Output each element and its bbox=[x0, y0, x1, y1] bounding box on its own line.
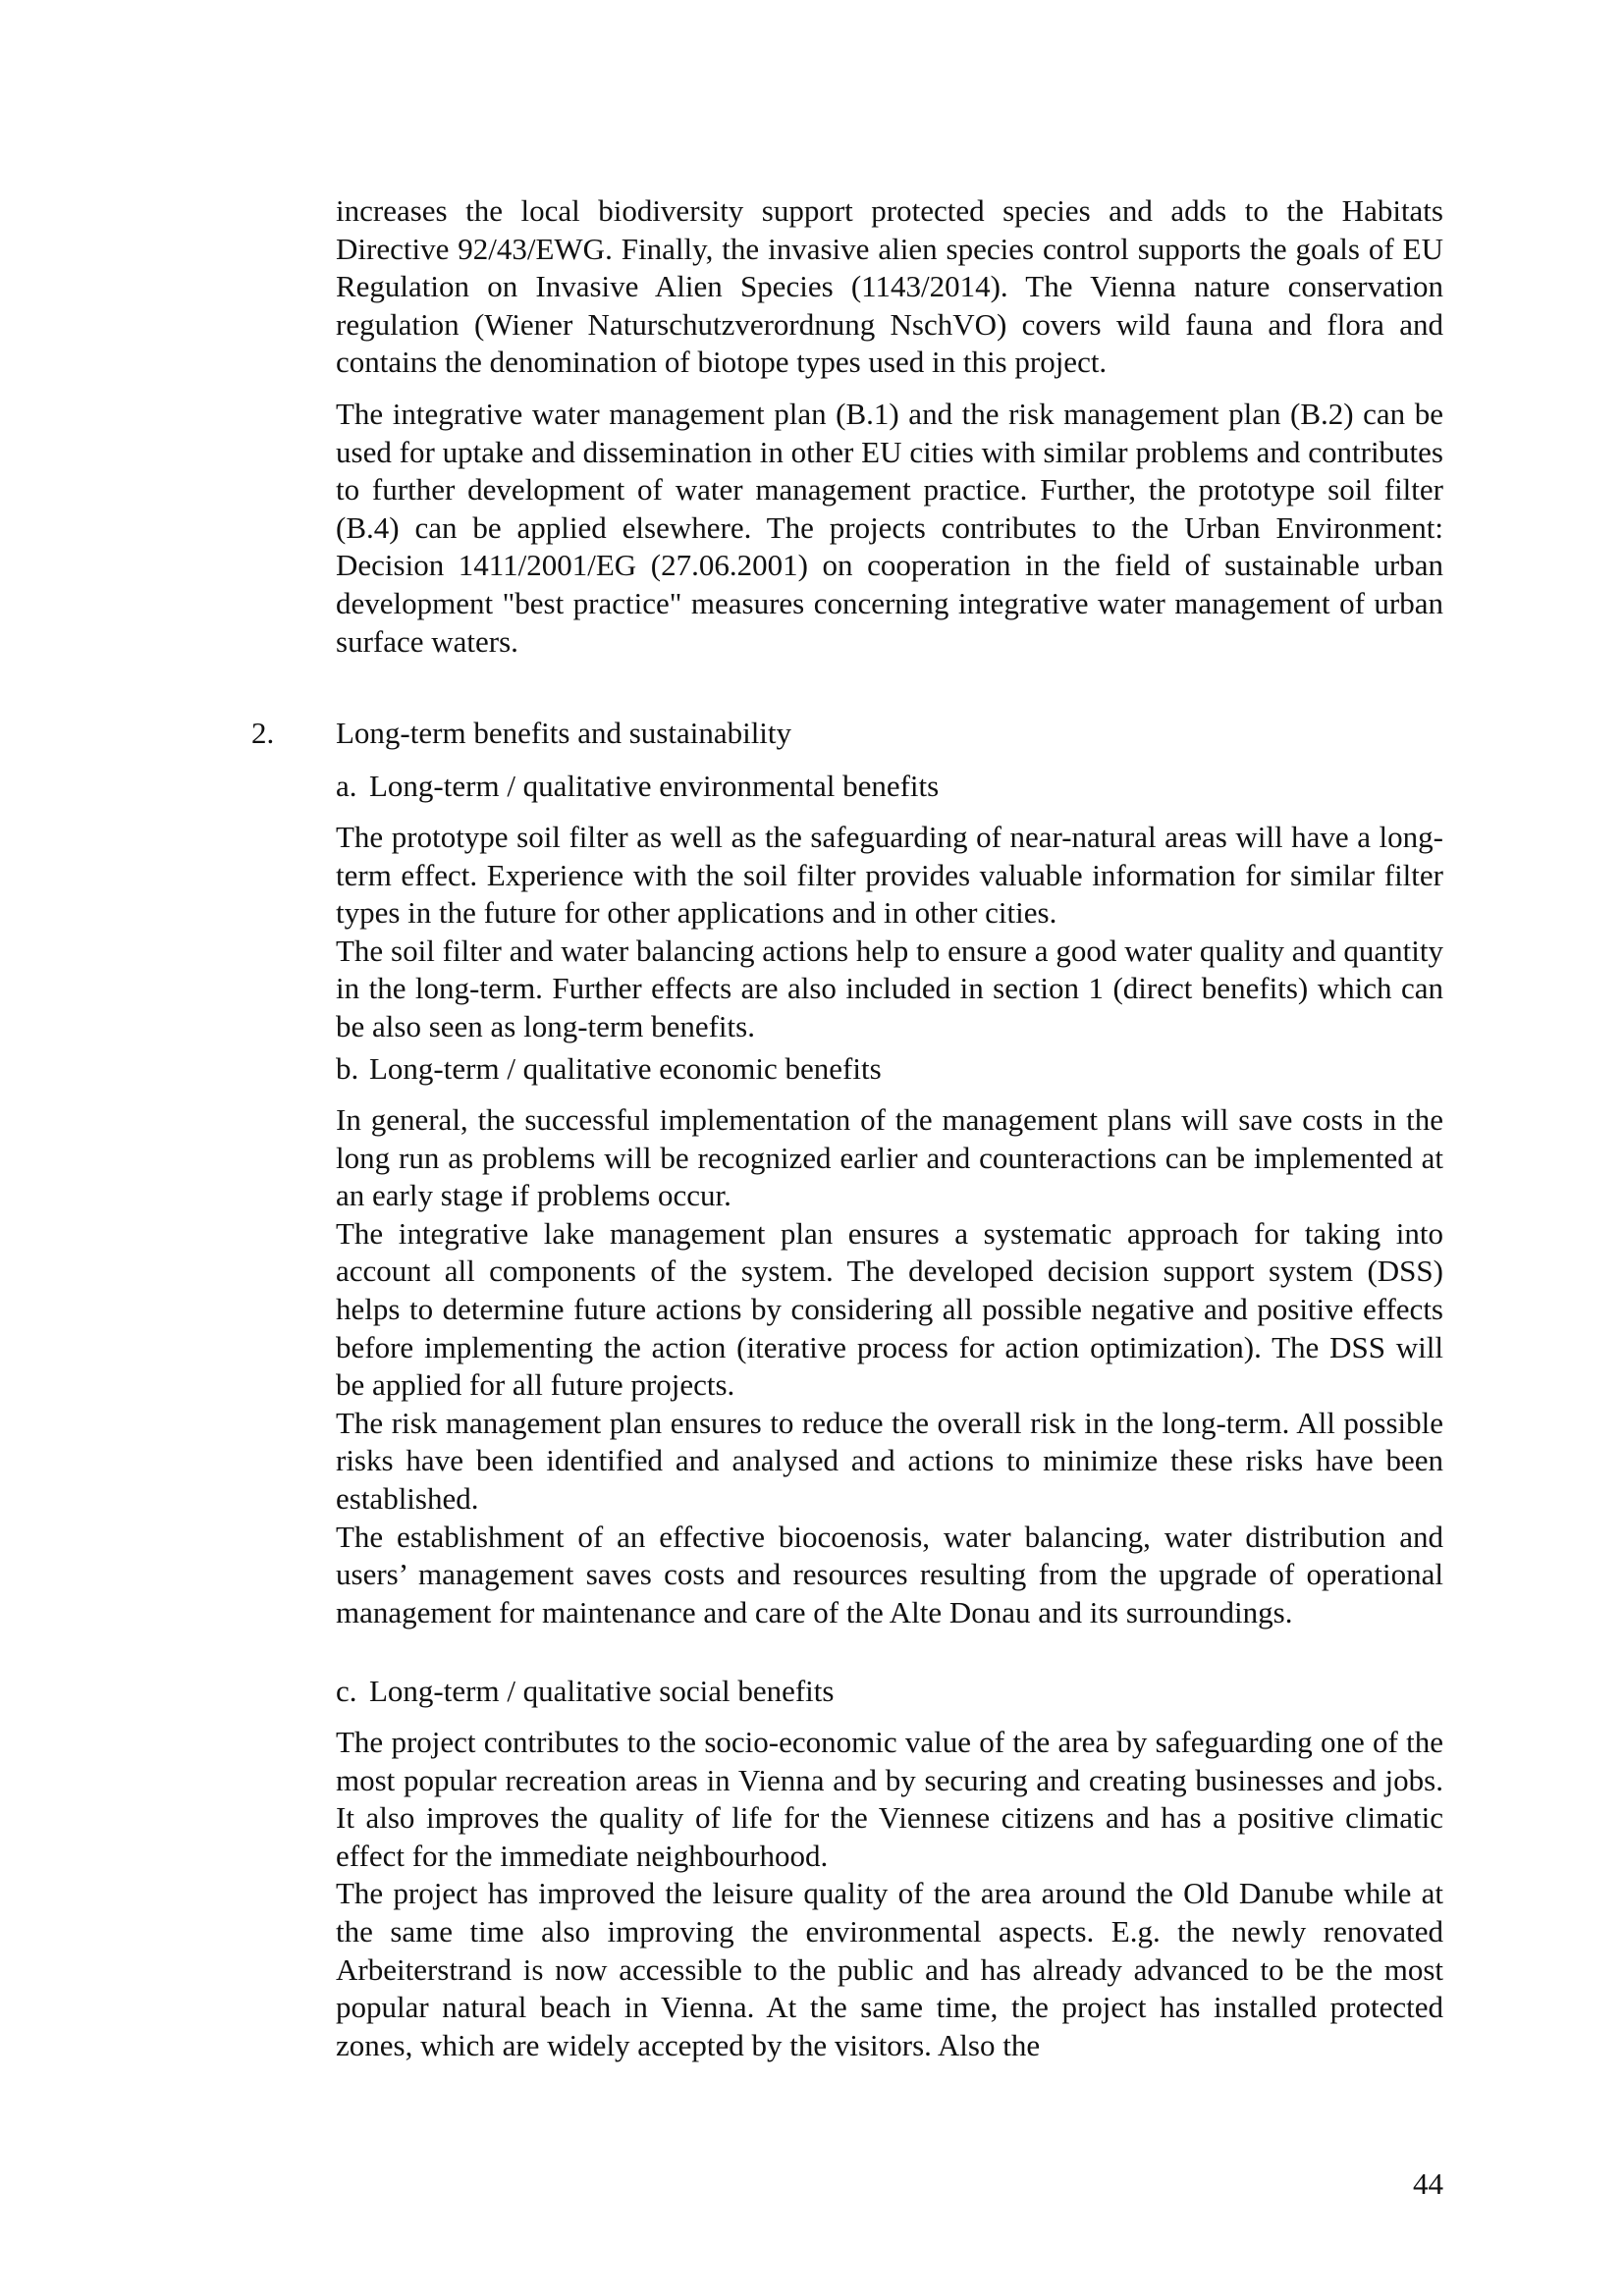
subsection-b-paragraph-3: The risk management plan ensures to reduce the overall risk in the long-term. All possible risks have been identified and analysed and actions to minimize these risks have been established. bbox=[336, 1405, 1443, 1516]
intro-paragraph-2: The integrative water management plan (B.1) and the risk management plan (B.2) can be used for uptake and dissemination in other EU cities with similar problems and contributes to further development of water management practice. Further, the prototype soil filter (B.4) can be applied elsewhere. The projects contributes to the Urban Environment: Decision 1411/2001/EG (27.06.2001) on cooperation in the field of sustainable urban development "best practice" measures concerning integrative water management of urban surface waters. bbox=[336, 396, 1443, 659]
section-number: 2. bbox=[251, 716, 275, 750]
subsection-a-title: Long-term / qualitative environmental benefits bbox=[369, 769, 940, 803]
subsection-c-heading bbox=[336, 1673, 1443, 1710]
intro-block bbox=[336, 192, 1443, 661]
subsection-b-paragraph-1: In general, the successful implementation of the management plans will save costs in the long run as problems will be recognized earlier and counteractions can be implemented at an early stage if problems occur. bbox=[336, 1102, 1443, 1213]
subsection-c-paragraph-1: The project contributes to the socio-economic value of the area by safeguarding one of the most popular recreation areas in Vienna and by securing and creating businesses and jobs. It also improves the quality of life for the Viennese citizens and has a positive climatic effect for the immediate neighbourhood. bbox=[336, 1725, 1443, 1873]
subsection-a-paragraph-2: The soil filter and water balancing actions help to ensure a good water quality and quantity in the long-term. Further effects are also included in section 1 (direct benefits) which can be also seen as long-term benefits. bbox=[336, 933, 1443, 1043]
subsection-a bbox=[336, 768, 1443, 1046]
section-title: Long-term benefits and sustainability bbox=[336, 716, 792, 750]
subsection-b-heading bbox=[336, 1050, 1443, 1088]
section-heading bbox=[251, 715, 1443, 752]
subsection-a-letter: a. bbox=[336, 769, 357, 803]
subsection-b-paragraph-2: The integrative lake management plan ensures a systematic approach for taking into account all components of the system. The developed decision support system (DSS) helps to determine future actions by considering all possible negative and positive effects before implementing the action (iterative process for action optimization). The DSS will be applied for all future projects. bbox=[336, 1215, 1443, 1403]
subsection-b-paragraph-4: The establishment of an effective biocoenosis, water balancing, water distribution and users’ management saves costs and resources resulting from the upgrade of operational management for maintenance and care of the Alte Donau and its surroundings. bbox=[336, 1519, 1443, 1629]
subsection-c bbox=[336, 1673, 1443, 2064]
subsection-c-title: Long-term / qualitative social benefits bbox=[369, 1674, 835, 1708]
subsection-a-heading bbox=[336, 768, 1443, 805]
subsection-b-letter: b. bbox=[336, 1051, 359, 1086]
subsection-c-paragraph-2: The project has improved the leisure quality of the area around the Old Danube while at the same time also improving the environmental aspects. E.g. the newly renovated Arbeiterstrand is now accessible to the public and has already advanced to be the most popular natural beach in Vienna. At the same time, the project has installed protected zones, which are widely accepted by the visitors. Also the bbox=[336, 1876, 1443, 2062]
intro-paragraph-1: increases the local biodiversity support protected species and adds to the Habitats Directive 92/43/EWG. Finally, the invasive alien species control supports the goals of EU Regulation on Invasive Alien Species (1143/2014). The Vienna nature conservation regulation (Wiener Naturschutzverordnung NschVO) covers wild fauna and flora and contains the denomination of biotope types used in this project. bbox=[336, 193, 1443, 380]
page-number: 44 bbox=[1413, 2166, 1443, 2201]
subsection-b bbox=[336, 1050, 1443, 1631]
subsection-a-paragraph-1: The prototype soil filter as well as the safeguarding of near-natural areas will have a long-term effect. Experience with the soil filter provides valuable information for similar filter types in the future for other applications and in other cities. bbox=[336, 820, 1443, 931]
subsection-c-letter: c. bbox=[336, 1674, 357, 1708]
subsection-b-title: Long-term / qualitative economic benefits bbox=[369, 1051, 882, 1086]
